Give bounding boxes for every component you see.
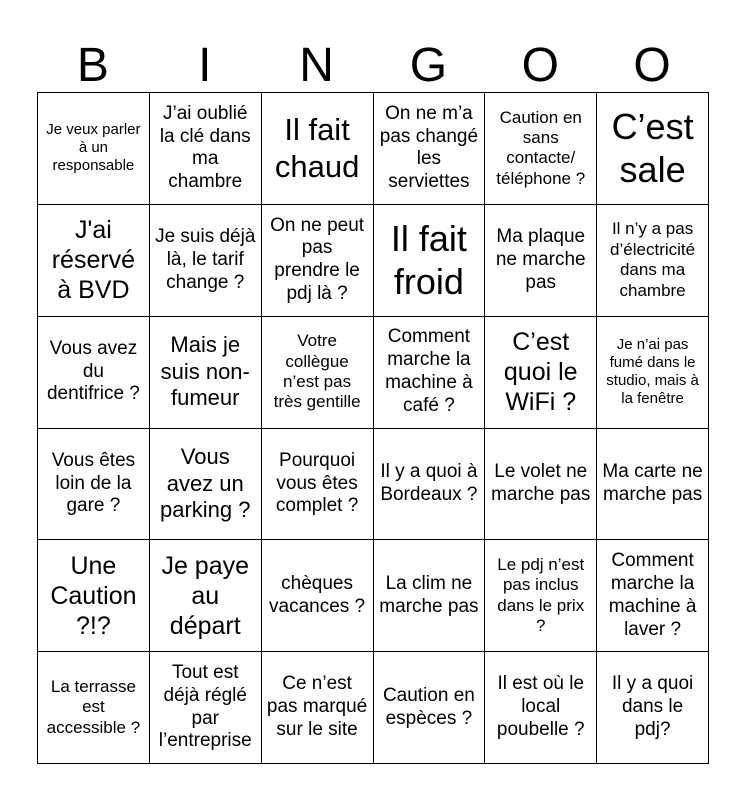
bingo-cell[interactable]: Pourquoi vous êtes complet ? [262, 429, 374, 541]
bingo-cell[interactable]: Il fait chaud [262, 93, 374, 205]
header-letter: N [299, 39, 334, 92]
header-letter: B [76, 39, 109, 92]
bingo-cell[interactable]: Caution en sans contacte/ téléphone ? [485, 93, 597, 205]
bingo-cell[interactable]: J'ai réservé à BVD [38, 205, 150, 317]
bingo-cell[interactable]: Ce n’est pas marqué sur le site [262, 652, 374, 764]
bingo-cell[interactable]: Il y a quoi dans le pdj? [597, 652, 709, 764]
bingo-cell[interactable]: Comment marche la machine à café ? [374, 317, 486, 429]
bingo-cell[interactable]: Je veux parler à un responsable [38, 93, 150, 205]
bingo-cell[interactable]: Il fait froid [374, 205, 486, 317]
bingo-cell[interactable]: Vous avez un parking ? [150, 429, 262, 541]
bingo-cell[interactable]: Je paye au départ [150, 540, 262, 652]
bingo-cell[interactable]: Je n’ai pas fumé dans le studio, mais à la fenêtre [597, 317, 709, 429]
bingo-cell[interactable]: Mais je suis non-fumeur [150, 317, 262, 429]
bingo-header [37, 38, 708, 94]
bingo-cell[interactable]: On ne m’a pas changé les serviettes [374, 93, 486, 205]
header-letter: O [633, 39, 671, 92]
bingo-cell[interactable]: Vous avez du dentifrice ? [38, 317, 150, 429]
bingo-cell[interactable]: Ma carte ne marche pas [597, 429, 709, 541]
bingo-cell[interactable]: Ma plaque ne marche pas [485, 205, 597, 317]
bingo-cell[interactable]: Il n’y a pas d’électricité dans ma chambre [597, 205, 709, 317]
bingo-cell[interactable]: C’est quoi le WiFi ? [485, 317, 597, 429]
bingo-cell[interactable]: chèques vacances ? [262, 540, 374, 652]
bingo-cell[interactable]: Tout est déjà réglé par l’entreprise [150, 652, 262, 764]
bingo-cell[interactable]: Je suis déjà là, le tarif change ? [150, 205, 262, 317]
bingo-cell[interactable]: On ne peut pas prendre le pdj là ? [262, 205, 374, 317]
bingo-cell[interactable]: La terrasse est accessible ? [38, 652, 150, 764]
bingo-cell[interactable]: Une Caution ?!? [38, 540, 150, 652]
bingo-cell[interactable]: Caution en espèces ? [374, 652, 486, 764]
bingo-cell[interactable]: Le volet ne marche pas [485, 429, 597, 541]
bingo-grid [37, 92, 709, 764]
header-letter: I [198, 39, 212, 92]
bingo-cell[interactable]: Vous êtes loin de la gare ? [38, 429, 150, 541]
bingo-cell[interactable]: Il est où le local poubelle ? [485, 652, 597, 764]
header-letter: G [409, 39, 448, 92]
bingo-cell[interactable]: La clim ne marche pas [374, 540, 486, 652]
header-letter: O [521, 39, 559, 92]
bingo-cell[interactable]: Il y a quoi à Bordeaux ? [374, 429, 486, 541]
bingo-cell[interactable]: J’ai oublié la clé dans ma chambre [150, 93, 262, 205]
bingo-cell[interactable]: C’est sale [597, 93, 709, 205]
bingo-cell[interactable]: Votre collègue n’est pas très gentille [262, 317, 374, 429]
bingo-cell[interactable]: Le pdj n’est pas inclus dans le prix ? [485, 540, 597, 652]
bingo-cell[interactable]: Comment marche la machine à laver ? [597, 540, 709, 652]
